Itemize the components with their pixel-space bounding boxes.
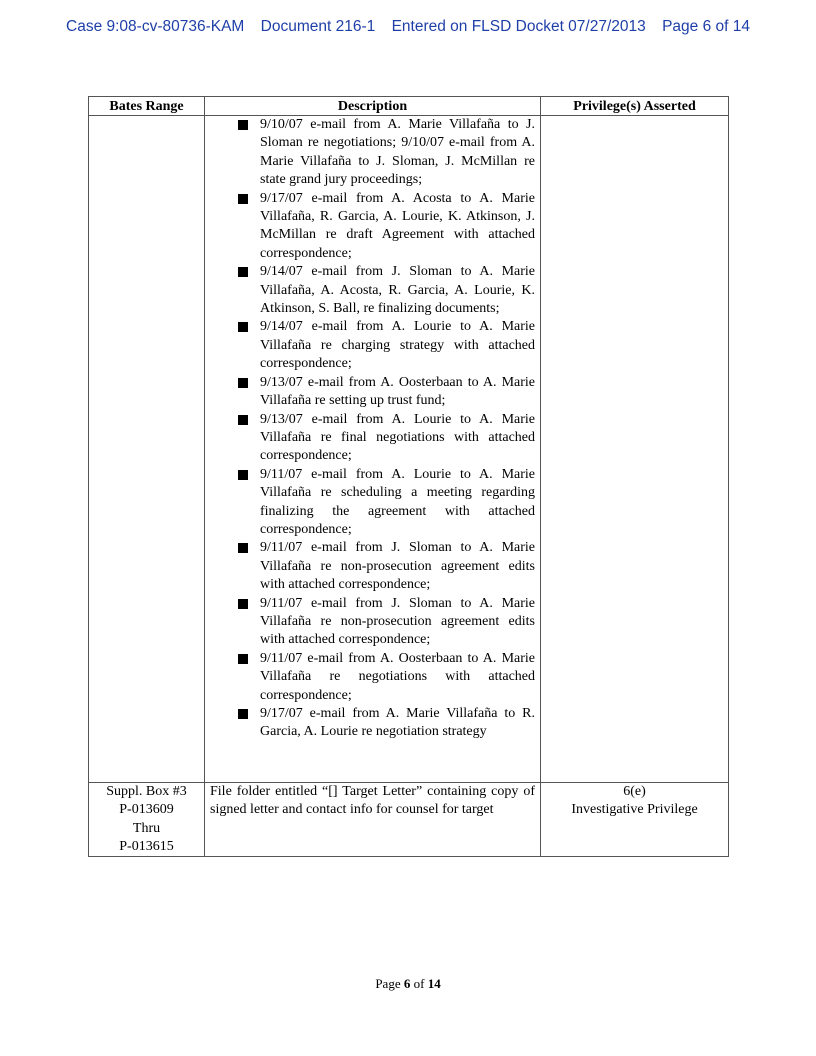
column-header-bates: Bates Range	[89, 97, 205, 116]
list-item: 9/11/07 e-mail from J. Sloman to A. Marie Villafaña re non-prosecution agreement edits with attached correspondence;	[210, 539, 535, 594]
bullet-square-icon	[238, 267, 248, 277]
bullet-square-icon	[238, 654, 248, 664]
page-footer: Page 6 of 14	[375, 976, 441, 991]
list-item: 9/14/07 e-mail from J. Sloman to A. Marie Villafaña, A. Acosta, R. Garcia, A. Lourie, K. Atkinson, S. Ball, re finalizing documents;	[210, 263, 535, 318]
bullet-square-icon	[238, 709, 248, 719]
header-page-number: Page 6 of 14	[662, 18, 750, 35]
description-cell	[205, 116, 541, 783]
bullet-square-icon	[238, 322, 248, 332]
bates-box: Suppl. Box #3	[106, 783, 187, 799]
privilege-log-table	[88, 96, 729, 857]
bullet-square-icon	[238, 599, 248, 609]
table-row	[89, 782, 729, 857]
column-header-description: Description	[205, 97, 541, 116]
bates-cell	[89, 782, 205, 857]
bullet-square-icon	[238, 415, 248, 425]
list-item: 9/11/07 e-mail from J. Sloman to A. Marie Villafaña re non-prosecution agreement edits with attached correspondence;	[210, 595, 535, 650]
footer-total-pages: 14	[427, 976, 441, 991]
description-cell: File folder entitled “[] Target Letter” containing copy of signed letter and contact info for counsel for target	[205, 782, 541, 857]
list-item: 9/17/07 e-mail from A. Acosta to A. Marie Villafaña, R. Garcia, A. Lourie, K. Atkinson, J. McMillan re draft Agreement with attached correspondence;	[210, 190, 535, 264]
docket-entry: Entered on FLSD Docket 07/27/2013	[391, 18, 646, 35]
privilege-cell	[541, 782, 729, 857]
case-number: Case 9:08-cv-80736-KAM	[66, 18, 245, 35]
footer-current-page: 6	[403, 976, 411, 991]
column-header-privilege: Privilege(s) Asserted	[541, 97, 729, 116]
list-item: 9/10/07 e-mail from A. Marie Villafaña to J. Sloman re negotiations; 9/10/07 e-mail from A. Marie Villafaña to J. Sloman, J. McMillan re state grand jury proceedings;	[210, 116, 535, 190]
bates-cell	[89, 116, 205, 783]
bullet-square-icon	[238, 470, 248, 480]
table-row	[89, 116, 729, 783]
table-header-row	[89, 97, 729, 116]
list-item: 9/14/07 e-mail from A. Lourie to A. Marie Villafaña re charging strategy with attached correspondence;	[210, 318, 535, 373]
list-item: 9/11/07 e-mail from A. Lourie to A. Marie Villafaña re scheduling a meeting regarding finalizing the agreement with attached correspondence;	[210, 466, 535, 540]
privilege-cell	[541, 116, 729, 783]
list-item: 9/17/07 e-mail from A. Marie Villafaña to R. Garcia, A. Lourie re negotiation strategy	[210, 705, 535, 742]
list-item: 9/11/07 e-mail from A. Oosterbaan to A. Marie Villafaña re negotiations with attached correspondence;	[210, 650, 535, 705]
bates-thru: Thru	[132, 820, 161, 836]
bullet-square-icon	[238, 378, 248, 388]
bullet-square-icon	[238, 543, 248, 553]
email-list	[210, 116, 535, 742]
list-item: 9/13/07 e-mail from A. Lourie to A. Marie Villafaña re final negotiations with attached correspondence;	[210, 411, 535, 466]
bates-end: P-013615	[119, 839, 174, 855]
privilege-investigative: Investigative Privilege	[571, 802, 698, 818]
case-header	[0, 18, 816, 36]
bullet-square-icon	[238, 194, 248, 204]
document-number: Document 216-1	[260, 18, 376, 35]
privilege-6e: 6(e)	[623, 783, 646, 799]
bates-start: P-013609	[119, 802, 174, 818]
list-item: 9/13/07 e-mail from A. Oosterbaan to A. Marie Villafaña re setting up trust fund;	[210, 374, 535, 411]
bullet-square-icon	[238, 120, 248, 130]
